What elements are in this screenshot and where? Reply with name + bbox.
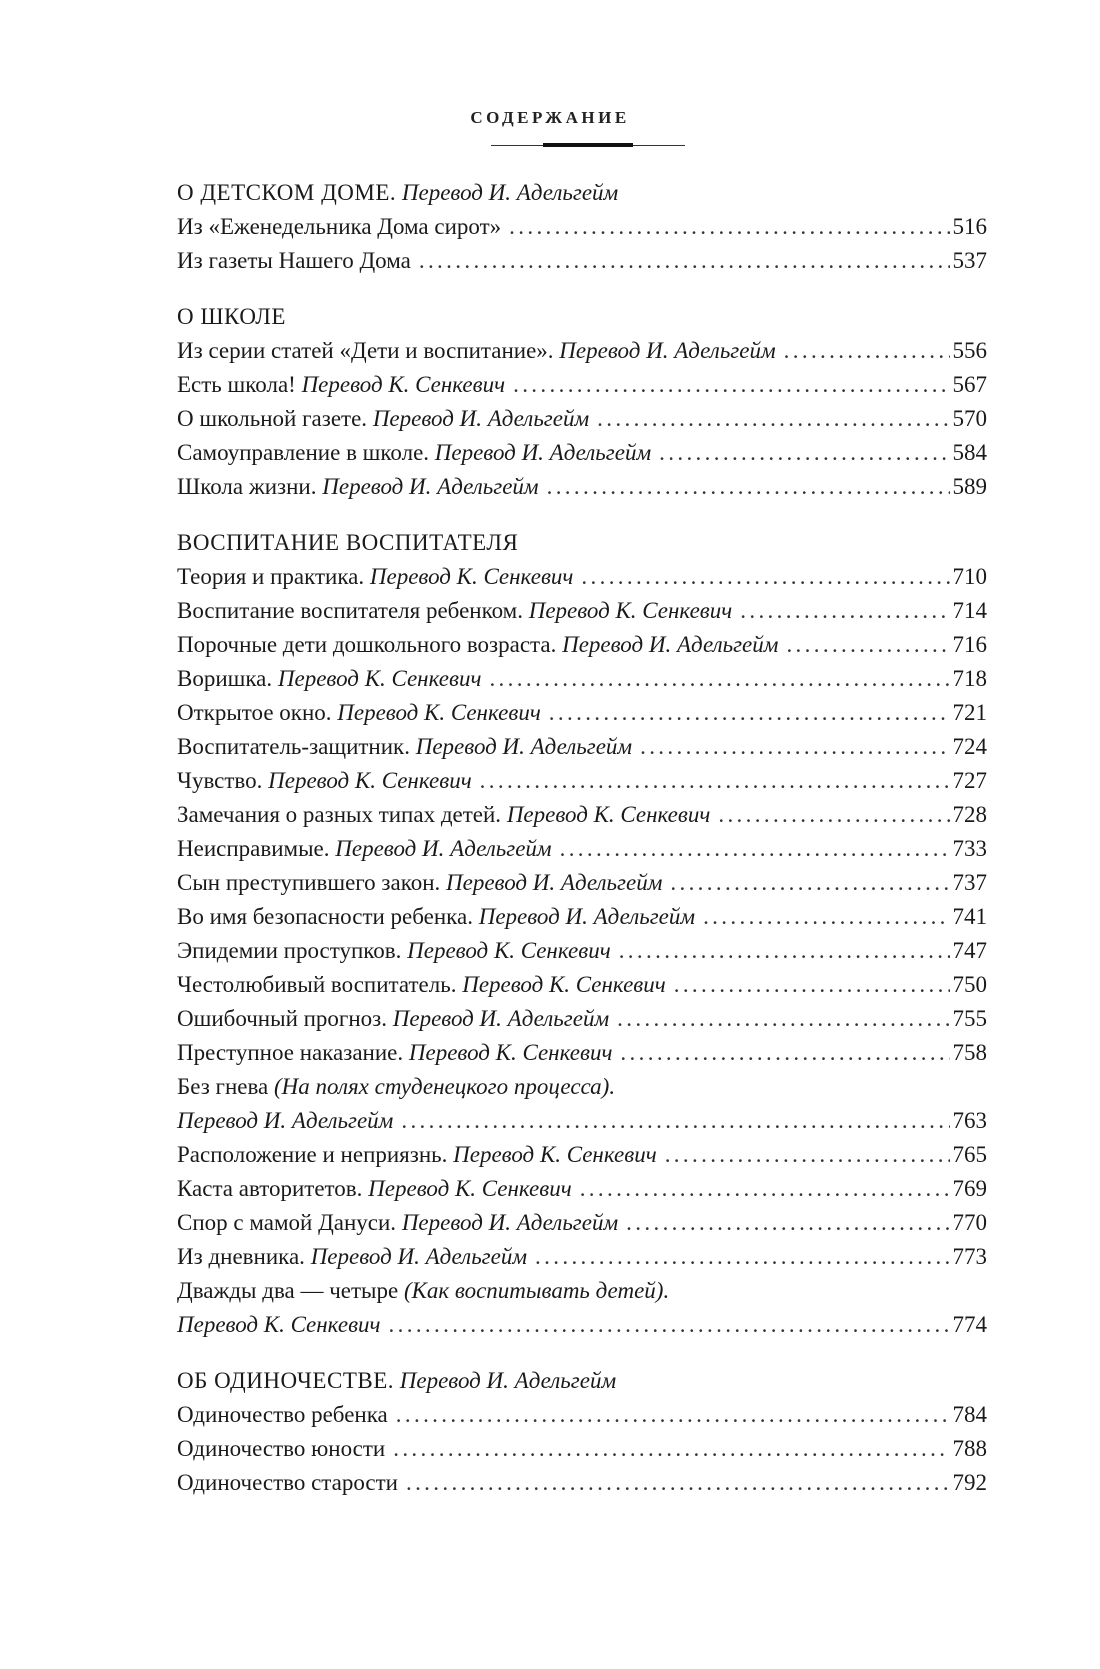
entry-title: Порочные дети дошкольного возраста. bbox=[177, 632, 557, 657]
section-heading bbox=[177, 526, 987, 560]
entry-title: Из дневника. bbox=[177, 1244, 305, 1269]
entry-title: Воспитатель-защитник. bbox=[177, 734, 410, 759]
page-number: 516 bbox=[952, 214, 987, 239]
toc-entry[interactable] bbox=[177, 210, 987, 244]
entry-title: Сын преступившего закон. bbox=[177, 870, 441, 895]
page-number: 570 bbox=[952, 406, 987, 431]
page-number: 763 bbox=[952, 1108, 987, 1133]
entry-title: Расположение и неприязнь. bbox=[177, 1142, 448, 1167]
leader-dots bbox=[509, 210, 949, 244]
entry-translator: Перевод И. Адельгейм bbox=[372, 406, 590, 431]
entry-translator: Перевод К. Сенкевич bbox=[506, 802, 711, 827]
leader-dots bbox=[580, 1172, 950, 1206]
page-number: 765 bbox=[952, 1142, 987, 1167]
section-heading-text: О ДЕТСКОМ ДОМЕ. bbox=[177, 180, 397, 205]
entry-title-group bbox=[177, 662, 481, 696]
toc-entry[interactable] bbox=[177, 764, 987, 798]
page-number: 710 bbox=[952, 564, 987, 589]
entry-translator: Перевод К. Сенкевич bbox=[462, 972, 666, 997]
page-number: 784 bbox=[952, 1402, 987, 1427]
entry-translator: Перевод И. Адельгейм bbox=[478, 904, 696, 929]
toc-entry[interactable] bbox=[177, 470, 987, 504]
entry-title-group bbox=[177, 866, 662, 900]
toc-section bbox=[177, 526, 987, 1342]
toc-entry[interactable] bbox=[177, 1104, 987, 1138]
entry-translator: Перевод К. Сенкевич bbox=[301, 372, 506, 397]
leader-dots bbox=[703, 900, 949, 934]
entry-title-group bbox=[177, 1240, 527, 1274]
entry-translator: Перевод И. Адельгейм bbox=[392, 1006, 610, 1031]
page-number: 758 bbox=[952, 1040, 987, 1065]
entry-translator: Перевод И. Адельгейм bbox=[401, 1210, 619, 1235]
entry-title-group bbox=[177, 368, 505, 402]
toc-entry-first-line bbox=[177, 1274, 987, 1308]
entry-title-group bbox=[177, 1308, 381, 1342]
page-number: 567 bbox=[952, 372, 987, 397]
entry-title-group bbox=[177, 436, 651, 470]
toc-entry[interactable] bbox=[177, 934, 987, 968]
page-number: 718 bbox=[952, 666, 987, 691]
page-number: 724 bbox=[952, 734, 987, 759]
section-heading-text: ОБ ОДИНОЧЕСТВЕ. bbox=[177, 1368, 395, 1393]
entry-title-group bbox=[177, 900, 695, 934]
entry-translator: Перевод К. Сенкевич bbox=[407, 938, 611, 963]
entry-translator: Перевод И. Адельгейм bbox=[177, 1108, 394, 1133]
entry-title-group bbox=[177, 1036, 612, 1070]
entry-translator: Перевод И. Адельгейм bbox=[415, 734, 633, 759]
entry-title-group bbox=[177, 798, 710, 832]
page-number: 721 bbox=[952, 700, 987, 725]
page-number: 770 bbox=[952, 1210, 987, 1235]
leader-dots bbox=[406, 1466, 950, 1500]
entry-title: Честолюбивый воспитатель. bbox=[177, 972, 457, 997]
page-header bbox=[0, 108, 1100, 128]
toc-entry[interactable] bbox=[177, 1036, 987, 1070]
entry-title: Из газеты Нашего Дома bbox=[177, 248, 411, 273]
leader-dots bbox=[670, 866, 949, 900]
leader-dots bbox=[480, 764, 950, 798]
page-number: 773 bbox=[952, 1244, 987, 1269]
entry-title: Одиночество ребенка bbox=[177, 1402, 388, 1427]
entry-title: Открытое окно. bbox=[177, 700, 332, 725]
toc-entry[interactable] bbox=[177, 594, 987, 628]
toc-entry[interactable] bbox=[177, 1206, 987, 1240]
entry-title-group bbox=[177, 730, 632, 764]
toc-entry[interactable] bbox=[177, 1398, 987, 1432]
toc-entry[interactable] bbox=[177, 1240, 987, 1274]
entry-title-group bbox=[177, 934, 611, 968]
toc-section bbox=[177, 1364, 987, 1500]
entry-title: Спор с мамой Дануси. bbox=[177, 1210, 397, 1235]
toc-entry[interactable] bbox=[177, 402, 987, 436]
page-number: 750 bbox=[952, 972, 987, 997]
leader-dots bbox=[784, 334, 950, 368]
entry-title-group bbox=[177, 968, 666, 1002]
section-translator: Перевод И. Адельгейм bbox=[401, 180, 619, 205]
entry-title-group bbox=[177, 334, 776, 368]
page-number: 728 bbox=[952, 802, 987, 827]
entry-translator: Перевод К. Сенкевич bbox=[177, 1312, 381, 1337]
entry-title-group bbox=[177, 764, 472, 798]
entry-title-group bbox=[177, 402, 589, 436]
entry-title-group bbox=[177, 594, 732, 628]
entry-translator: Перевод К. Сенкевич bbox=[268, 768, 472, 793]
entry-title: Преступное наказание. bbox=[177, 1040, 404, 1065]
page-number: 589 bbox=[952, 474, 987, 499]
entry-title: Без гнева bbox=[177, 1074, 269, 1099]
entry-title: Из серии статей «Дети и воспитание». bbox=[177, 338, 554, 363]
leader-dots bbox=[419, 244, 950, 278]
page-number: 556 bbox=[952, 338, 987, 363]
leader-dots bbox=[560, 832, 950, 866]
leader-dots bbox=[659, 436, 949, 470]
toc-entry[interactable] bbox=[177, 368, 987, 402]
toc-entry[interactable] bbox=[177, 900, 987, 934]
entry-title: Воришка. bbox=[177, 666, 273, 691]
page-number: 741 bbox=[952, 904, 987, 929]
entry-title-group bbox=[177, 628, 778, 662]
page-number: 733 bbox=[952, 836, 987, 861]
toc-entry[interactable] bbox=[177, 560, 987, 594]
leader-dots bbox=[617, 1002, 949, 1036]
leader-dots bbox=[718, 798, 949, 832]
entry-translator: Перевод К. Сенкевич bbox=[528, 598, 733, 623]
page-number: 537 bbox=[952, 248, 987, 273]
leader-dots bbox=[393, 1432, 949, 1466]
entry-subtitle: (Как воспитывать детей). bbox=[403, 1278, 670, 1303]
toc-entry[interactable] bbox=[177, 1138, 987, 1172]
entry-title: Есть школа! bbox=[177, 372, 296, 397]
entry-translator: Перевод И. Адельгейм bbox=[446, 870, 663, 895]
toc-entry[interactable] bbox=[177, 866, 987, 900]
toc-entry[interactable] bbox=[177, 662, 987, 696]
toc-entry[interactable] bbox=[177, 436, 987, 470]
section-heading bbox=[177, 300, 987, 334]
entry-translator: Перевод К. Сенкевич bbox=[337, 700, 541, 725]
entry-title: Неисправимые. bbox=[177, 836, 330, 861]
leader-dots bbox=[626, 1206, 949, 1240]
entry-title-group bbox=[177, 832, 552, 866]
entry-title: Дважды два — четыре bbox=[177, 1278, 399, 1303]
entry-title: Чувство. bbox=[177, 768, 263, 793]
entry-title: Школа жизни. bbox=[177, 474, 317, 499]
entry-translator: Перевод К. Сенкевич bbox=[453, 1142, 657, 1167]
toc-entry[interactable] bbox=[177, 1308, 987, 1342]
leader-dots bbox=[620, 1036, 949, 1070]
entry-title-group bbox=[177, 1138, 657, 1172]
entry-title-group bbox=[177, 470, 539, 504]
leader-dots bbox=[513, 368, 949, 402]
entry-title-group bbox=[177, 210, 501, 244]
entry-title-group bbox=[177, 1104, 393, 1138]
entry-title: Одиночество старости bbox=[177, 1470, 398, 1495]
leader-dots bbox=[389, 1308, 950, 1342]
leader-dots bbox=[597, 402, 949, 436]
table-of-contents bbox=[177, 176, 987, 1522]
leader-dots bbox=[786, 628, 949, 662]
entry-subtitle: (На полях студенецкого процесса). bbox=[274, 1074, 616, 1099]
entry-translator: Перевод И. Адельгейм bbox=[434, 440, 652, 465]
toc-entry[interactable] bbox=[177, 696, 987, 730]
toc-entry[interactable] bbox=[177, 1466, 987, 1500]
entry-title: Одиночество юности bbox=[177, 1436, 386, 1461]
toc-section bbox=[177, 300, 987, 504]
leader-dots bbox=[581, 560, 949, 594]
entry-translator: Перевод К. Сенкевич bbox=[369, 564, 574, 589]
entry-title-group bbox=[177, 560, 573, 594]
section-translator: Перевод И. Адельгейм bbox=[399, 1368, 617, 1393]
leader-dots bbox=[489, 662, 949, 696]
toc-entry[interactable] bbox=[177, 244, 987, 278]
toc-entry[interactable] bbox=[177, 1002, 987, 1036]
leader-dots bbox=[740, 594, 949, 628]
page-number: 792 bbox=[952, 1470, 987, 1495]
section-heading-text: О ШКОЛЕ bbox=[177, 304, 286, 329]
toc-entry[interactable] bbox=[177, 730, 987, 764]
toc-entry-first-line bbox=[177, 1070, 987, 1104]
header-rule-accent bbox=[543, 143, 633, 147]
page-title: СОДЕРЖАНИЕ bbox=[470, 108, 630, 127]
page-number: 774 bbox=[952, 1312, 987, 1337]
section-heading-text: ВОСПИТАНИЕ ВОСПИТАТЕЛЯ bbox=[177, 530, 519, 555]
page-number: 747 bbox=[952, 938, 987, 963]
entry-translator: Перевод И. Адельгейм bbox=[559, 338, 776, 363]
toc-entry[interactable] bbox=[177, 1172, 987, 1206]
entry-title: Воспитание воспитателя ребенком. bbox=[177, 598, 523, 623]
entry-translator: Перевод И. Адельгейм bbox=[322, 474, 539, 499]
leader-dots bbox=[665, 1138, 950, 1172]
entry-title: Из «Еженедельника Дома сирот» bbox=[177, 214, 502, 239]
page-number: 714 bbox=[952, 598, 987, 623]
entry-title: Ошибочный прогноз. bbox=[177, 1006, 388, 1031]
entry-translator: Перевод И. Адельгейм bbox=[310, 1244, 528, 1269]
toc-entry[interactable] bbox=[177, 968, 987, 1002]
entry-title: Замечания о разных типах детей. bbox=[177, 802, 502, 827]
leader-dots bbox=[547, 470, 950, 504]
page-number: 727 bbox=[952, 768, 987, 793]
toc-section bbox=[177, 176, 987, 278]
entry-title-group bbox=[177, 1398, 388, 1432]
entry-title-group bbox=[177, 1002, 609, 1036]
toc-entry[interactable] bbox=[177, 334, 987, 368]
leader-dots bbox=[619, 934, 950, 968]
entry-title: О школьной газете. bbox=[177, 406, 368, 431]
leader-dots bbox=[549, 696, 950, 730]
leader-dots bbox=[535, 1240, 949, 1274]
page-number: 788 bbox=[952, 1436, 987, 1461]
page-number: 737 bbox=[952, 870, 987, 895]
toc-entry[interactable] bbox=[177, 832, 987, 866]
toc-entry[interactable] bbox=[177, 798, 987, 832]
entry-translator: Перевод К. Сенкевич bbox=[408, 1040, 613, 1065]
entry-title-group bbox=[177, 1466, 398, 1500]
page-number: 769 bbox=[952, 1176, 987, 1201]
entry-translator: Перевод К. Сенкевич bbox=[277, 666, 482, 691]
section-heading bbox=[177, 1364, 987, 1398]
toc-entry[interactable] bbox=[177, 1432, 987, 1466]
entry-title: Каста авторитетов. bbox=[177, 1176, 363, 1201]
entry-title-group bbox=[177, 244, 411, 278]
page-number: 755 bbox=[952, 1006, 987, 1031]
entry-title: Во имя безопасности ребенка. bbox=[177, 904, 473, 929]
entry-title-group bbox=[177, 1172, 572, 1206]
entry-title: Эпидемии проступков. bbox=[177, 938, 402, 963]
leader-dots bbox=[674, 968, 950, 1002]
leader-dots bbox=[401, 1104, 949, 1138]
leader-dots bbox=[640, 730, 949, 764]
page-number: 716 bbox=[952, 632, 987, 657]
entry-title-group bbox=[177, 1206, 618, 1240]
entry-title-group bbox=[177, 696, 541, 730]
entry-title: Теория и практика. bbox=[177, 564, 365, 589]
toc-entry[interactable] bbox=[177, 628, 987, 662]
entry-title: Самоуправление в школе. bbox=[177, 440, 430, 465]
entry-title-group bbox=[177, 1432, 385, 1466]
page-number: 584 bbox=[952, 440, 987, 465]
leader-dots bbox=[396, 1398, 950, 1432]
section-heading bbox=[177, 176, 987, 210]
entry-translator: Перевод И. Адельгейм bbox=[562, 632, 779, 657]
entry-translator: Перевод И. Адельгейм bbox=[335, 836, 552, 861]
entry-translator: Перевод К. Сенкевич bbox=[368, 1176, 572, 1201]
